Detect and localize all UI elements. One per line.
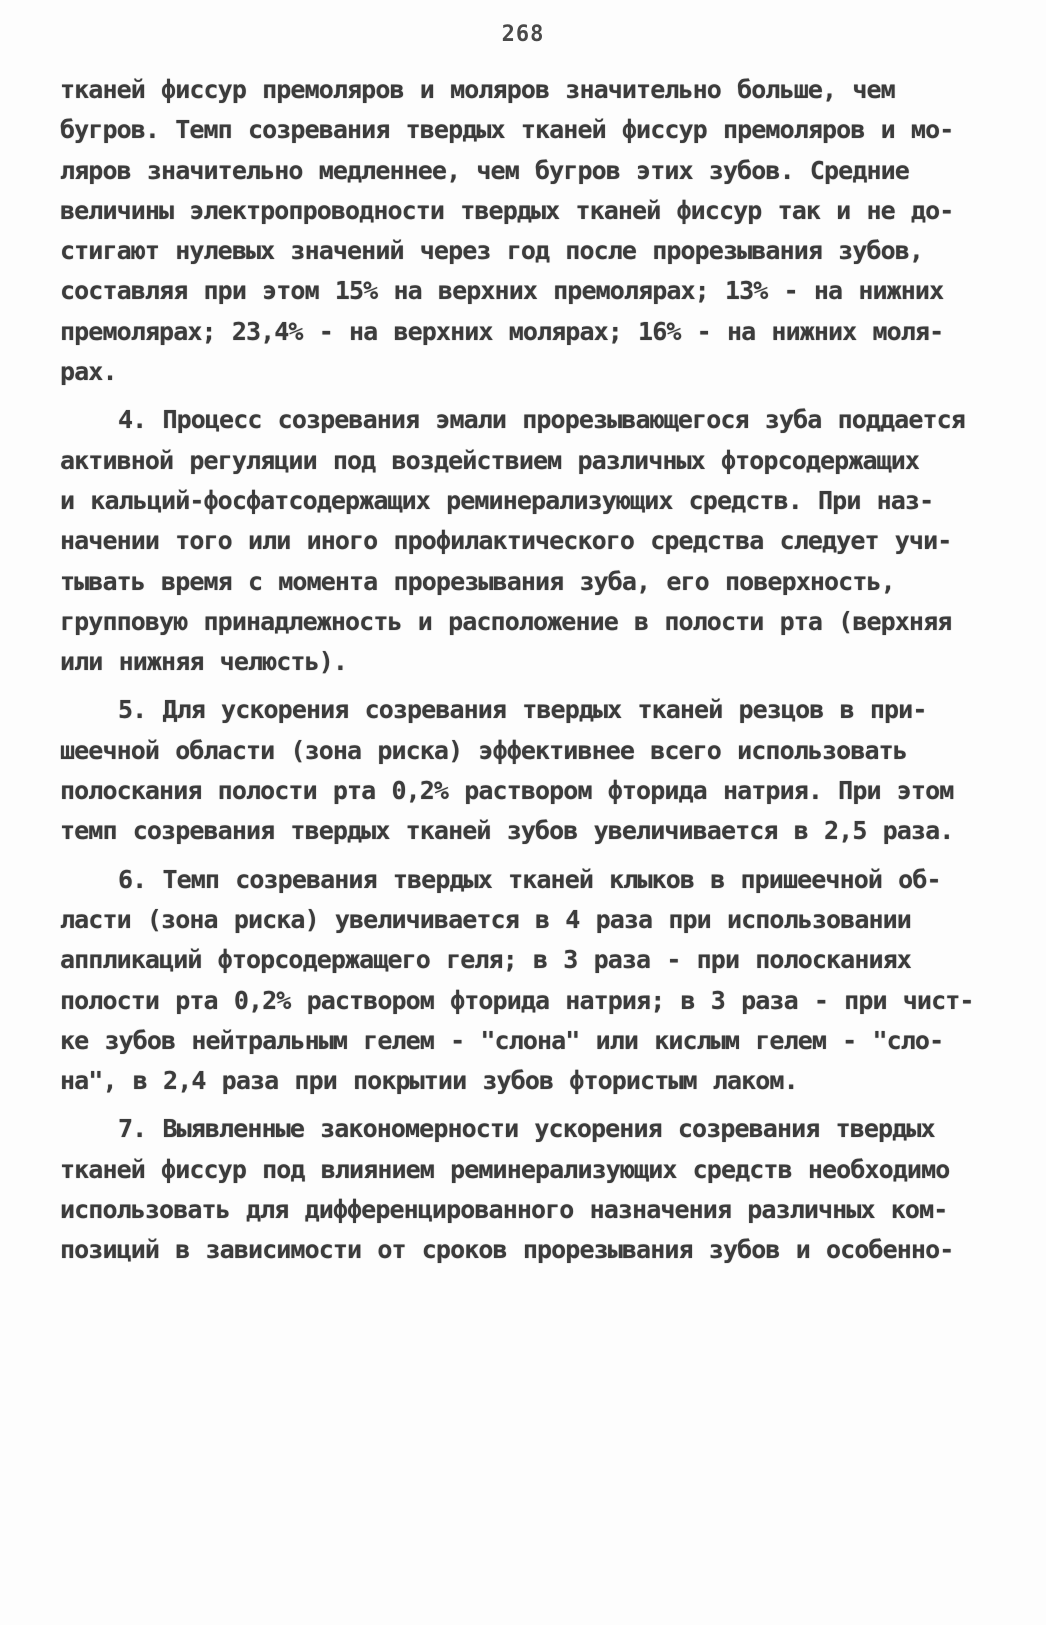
text-line: 4. Процесс созревания эмали прорезывающегося зуба поддается — [118, 405, 965, 435]
text-line: тывать время с момента прорезывания зуба, его поверхность, — [60, 566, 895, 596]
paragraph-6 — [60, 860, 990, 1102]
paragraph-7 — [60, 1109, 990, 1270]
text-line: ласти (зона риска) увеличивается в 4 раза при использовании — [60, 904, 911, 934]
page-number: 268 — [501, 22, 545, 47]
text-line: ке зубов нейтральным гелем - "слона" или кислым гелем - "сло- — [60, 1025, 944, 1055]
paragraph-5 — [60, 690, 990, 851]
text-line: активной регуляции под воздействием различных фторсодержащих — [60, 445, 920, 475]
text-line: использовать для дифференцированного назначения различных ком- — [60, 1195, 948, 1225]
text-line: на", в 2,4 раза при покрытии зубов фтористым лаком. — [60, 1066, 798, 1096]
body-text — [60, 70, 990, 1271]
text-line: начении того или иного профилактического средства следует учи- — [60, 526, 952, 556]
text-line: полоскания полости рта 0,2% раствором фторида натрия. При этом — [60, 776, 954, 806]
text-line: 6. Темп созревания твердых тканей клыков в пришеечной об- — [118, 864, 941, 894]
text-line: бугров. Темп созревания твердых тканей фиссур премоляров и мо- — [60, 115, 954, 145]
text-line: премолярах; 23,4% - на верхних молярах; 16% - на нижних моля- — [60, 316, 944, 346]
text-line: аппликаций фторсодержащего геля; в 3 раза - при полосканиях — [60, 945, 911, 975]
text-line: полости рта 0,2% раствором фторида натрия; в 3 раза - при чист- — [60, 985, 974, 1015]
text-line: величины электропроводности твердых тканей фиссур так и не до- — [60, 195, 954, 225]
text-line: тканей фиссур под влиянием реминерализующих средств необходимо — [60, 1154, 950, 1184]
paragraph-1 — [60, 70, 990, 392]
text-line: шеечной области (зона риска) эффективнее всего использовать — [60, 735, 907, 765]
text-line: рах. — [60, 357, 117, 387]
text-line: тканей фиссур премоляров и моляров значительно больше, чем — [60, 75, 895, 104]
text-line: ляров значительно медленнее, чем бугров этих зубов. Средние — [60, 155, 909, 185]
text-line: 5. Для ускорения созревания твердых тканей резцов в при- — [118, 695, 927, 725]
text-line: темп созревания твердых тканей зубов увеличивается в 2,5 раза. — [60, 816, 954, 846]
text-line: составляя при этом 15% на верхних премолярах; 13% - на нижних — [60, 276, 944, 306]
text-line: или нижняя челюсть). — [60, 647, 348, 677]
text-line: 7. Выявленные закономерности ускорения созревания твердых — [118, 1114, 935, 1144]
text-line: позиций в зависимости от сроков прорезывания зубов и особенно- — [60, 1235, 954, 1265]
text-line: групповую принадлежность и расположение в полости рта (верхняя — [60, 606, 952, 636]
text-line: стигают нулевых значений через год после прорезывания зубов, — [60, 236, 924, 266]
text-line: и кальций-фосфатсодержащих реминерализующих средств. При наз- — [60, 485, 934, 515]
paragraph-4 — [60, 400, 990, 682]
